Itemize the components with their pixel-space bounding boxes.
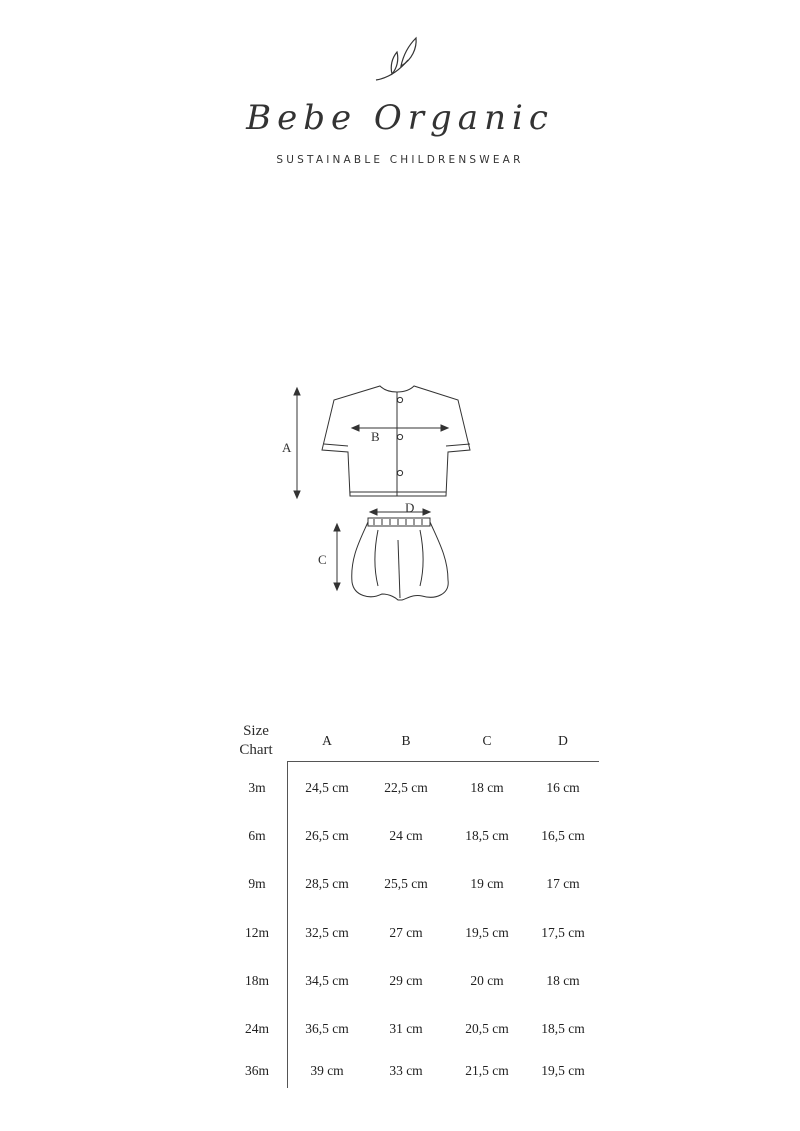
- measurement-cell: 18 cm: [470, 780, 504, 795]
- measurement-cell: 16,5 cm: [541, 828, 585, 843]
- leaf-sprig-icon: [370, 36, 430, 86]
- shirt-outline-icon: [322, 386, 470, 496]
- size-label: 24m: [244, 1021, 269, 1036]
- measurement-cell: 18 cm: [546, 973, 580, 988]
- measurement-cell: 24 cm: [389, 828, 423, 843]
- column-header-b: B: [401, 733, 411, 748]
- measurement-cell: 28,5 cm: [305, 876, 349, 891]
- column-header-d: D: [558, 733, 568, 748]
- measurement-cell: 39 cm: [310, 1063, 344, 1078]
- measurement-cell: 32,5 cm: [305, 925, 349, 940]
- size-chart-table: [225, 720, 615, 1100]
- dimension-label-a: A: [282, 440, 292, 455]
- measurement-cell: 26,5 cm: [305, 828, 349, 843]
- measurement-cell: 33 cm: [389, 1063, 423, 1078]
- measurement-cell: 29 cm: [389, 973, 423, 988]
- column-header-c: C: [482, 733, 492, 748]
- dimension-label-b: B: [371, 429, 380, 444]
- measurement-cell: 17,5 cm: [541, 925, 585, 940]
- brand-header: [0, 0, 800, 200]
- size-chart-corner-line2: Chart: [239, 742, 273, 758]
- garment-drawing: [270, 380, 520, 620]
- measurement-cell: 16 cm: [546, 780, 580, 795]
- size-label: 36m: [244, 1063, 269, 1078]
- size-label: 12m: [244, 925, 269, 940]
- measurement-cell: 24,5 cm: [305, 780, 349, 795]
- size-label: 3m: [248, 780, 266, 795]
- column-header-a: A: [322, 733, 332, 748]
- dimension-a-arrow: [294, 388, 300, 498]
- measurement-cell: 21,5 cm: [465, 1063, 509, 1078]
- dimension-label-c: C: [318, 552, 327, 567]
- measurement-cell: 34,5 cm: [305, 973, 349, 988]
- garment-diagram: [270, 380, 520, 620]
- measurement-cell: 18,5 cm: [541, 1021, 585, 1036]
- measurement-cell: 36,5 cm: [305, 1021, 349, 1036]
- measurement-cell: 19,5 cm: [541, 1063, 585, 1078]
- measurement-cell: 20,5 cm: [465, 1021, 509, 1036]
- size-chart-corner: [225, 722, 287, 760]
- size-label: 6m: [248, 828, 266, 843]
- measurement-cell: 25,5 cm: [384, 876, 428, 891]
- size-chart-corner-line1: Size: [243, 723, 269, 739]
- measurement-cell: 19,5 cm: [465, 925, 509, 940]
- measurement-cell: 31 cm: [389, 1021, 423, 1036]
- header-divider: [287, 761, 599, 762]
- size-label: 9m: [248, 876, 266, 891]
- measurement-cell: 27 cm: [389, 925, 423, 940]
- dimension-d-arrow: [370, 509, 430, 515]
- dimension-c-arrow: [334, 524, 340, 590]
- brand-tagline: SUSTAINABLE CHILDRENSWEAR: [276, 154, 524, 166]
- dimension-b-arrow: [352, 425, 448, 431]
- measurement-cell: 22,5 cm: [384, 780, 428, 795]
- measurement-cell: 19 cm: [470, 876, 504, 891]
- measurement-cell: 18,5 cm: [465, 828, 509, 843]
- measurement-cell: 20 cm: [470, 973, 504, 988]
- brand-name: Bebe Organic: [246, 98, 554, 138]
- measurement-cell: 17 cm: [546, 876, 580, 891]
- bloomers-outline-icon: [352, 518, 448, 600]
- size-label: 18m: [244, 973, 269, 988]
- dimension-label-d: D: [405, 500, 415, 515]
